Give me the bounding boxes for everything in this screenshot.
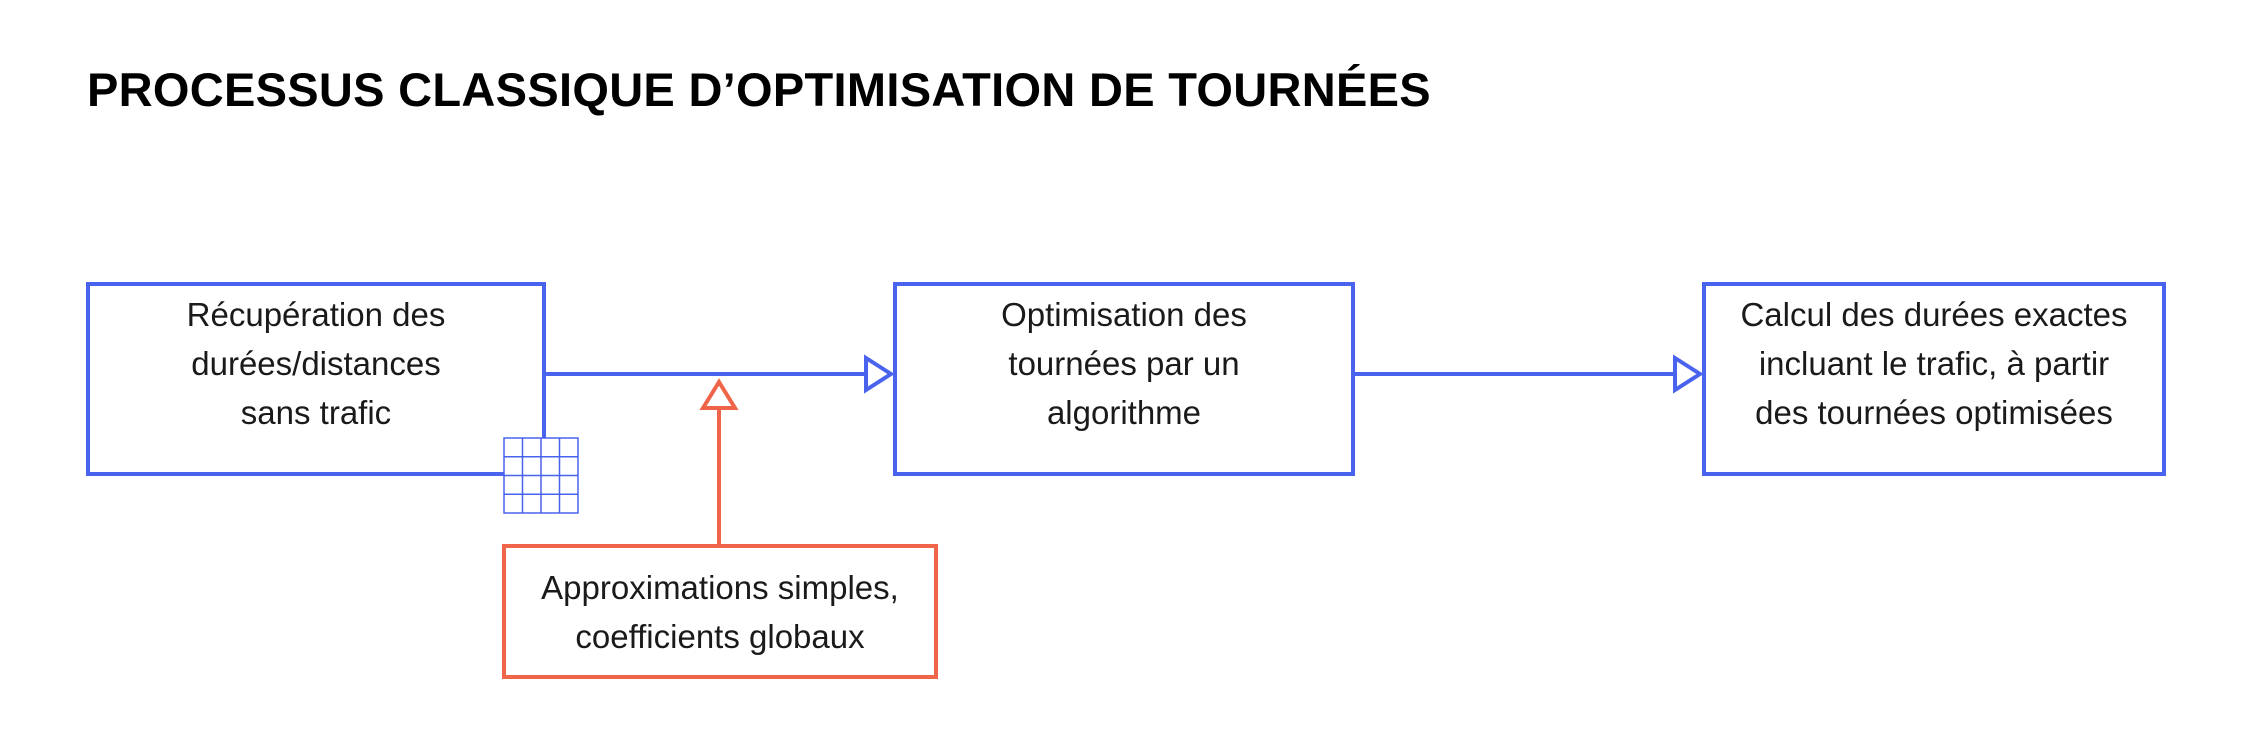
step-box-1 <box>86 282 546 476</box>
note-box <box>502 544 938 679</box>
arrowhead-step3-icon <box>1675 358 1700 390</box>
note-text: Approximations simples, coefficients globaux <box>541 568 899 655</box>
table-grid-icon <box>503 437 579 514</box>
step-2-text: Optimisation des tournées par un algorithme <box>1001 295 1247 431</box>
arrowhead-step2-icon <box>866 358 891 390</box>
step-3-text: Calcul des durées exactes incluant le trafic, à partir des tournées optimisées <box>1740 295 2128 431</box>
step-box-3 <box>1702 282 2166 476</box>
arrowhead-note-icon <box>703 382 735 408</box>
step-1-text: Récupération des durées/distances sans trafic <box>186 295 446 431</box>
diagram-title: PROCESSUS CLASSIQUE D’OPTIMISATION DE TOURNÉES <box>87 63 1431 116</box>
step-box-2 <box>893 282 1355 476</box>
